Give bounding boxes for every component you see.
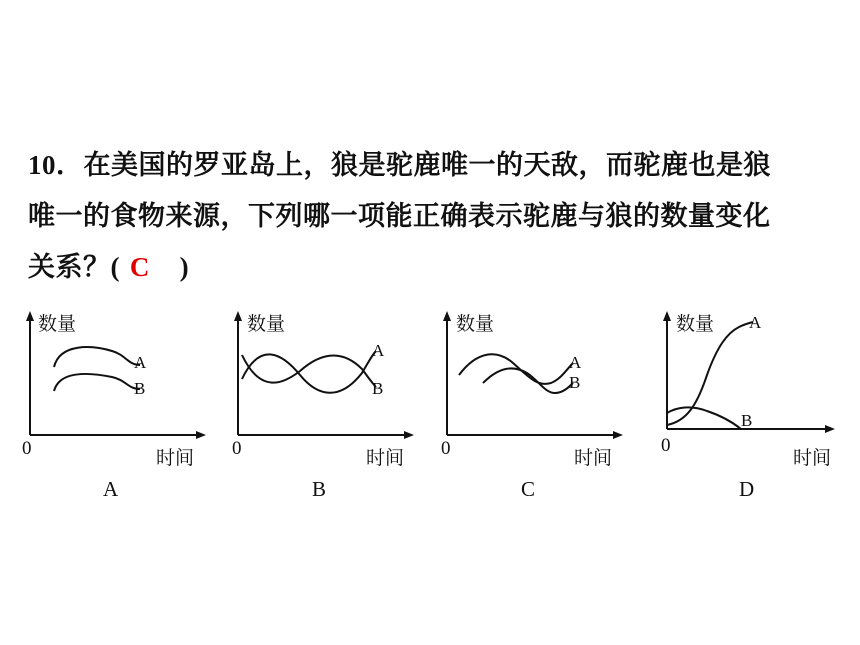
x-axis-label: 时间: [156, 447, 195, 469]
y-axis-label: 数量: [676, 313, 715, 335]
x-axis-arrow: [613, 431, 623, 439]
origin-label: 0: [661, 435, 671, 456]
question-line-3: [28, 242, 843, 293]
curve-b-label: B: [134, 379, 146, 398]
question-line-1: [28, 140, 843, 191]
origin-label: 0: [232, 438, 242, 459]
y-axis-arrow: [663, 311, 671, 321]
option-label: C: [521, 477, 536, 501]
question-line-3-text: 关系？: [28, 252, 111, 283]
close-paren: ): [179, 252, 190, 282]
x-axis-arrow: [825, 425, 835, 433]
y-axis-label: 数量: [456, 313, 495, 335]
curve-a-label: A: [749, 313, 762, 332]
x-axis-label: 时间: [366, 447, 405, 469]
curve-b: [667, 407, 741, 429]
x-axis-arrow: [196, 431, 206, 439]
y-axis-arrow: [234, 311, 242, 321]
curve-a: [242, 351, 376, 393]
question-line-2: 唯一的食物来源，下列哪一项能正确表示驼鹿与狼的数量变化: [28, 201, 771, 232]
curve-b-label: B: [741, 411, 753, 430]
y-axis-arrow: [26, 311, 34, 321]
x-axis-label: 时间: [793, 447, 832, 469]
y-axis-label: 数量: [247, 313, 286, 335]
option-label: B: [312, 477, 327, 501]
origin-label: 0: [22, 438, 32, 459]
curve-a-label: A: [134, 353, 147, 372]
question-line-1-text: ．在美国的罗亚岛上，狼是驼鹿唯一的天敌，而驼鹿也是狼: [56, 150, 771, 181]
y-axis-label: 数量: [38, 313, 77, 335]
origin-label: 0: [441, 438, 451, 459]
curve-b-label: B: [569, 373, 581, 392]
option-c-graph: [441, 305, 631, 505]
curve-a: [54, 347, 140, 367]
curve-b: [242, 355, 376, 387]
open-paren: (: [110, 252, 120, 282]
curve-b-label: B: [372, 379, 384, 398]
curve-b: [483, 368, 573, 393]
question-text: [28, 140, 843, 293]
option-b-graph: [232, 305, 422, 505]
answer-text: C: [129, 252, 150, 282]
x-axis-arrow: [404, 431, 414, 439]
option-label: A: [103, 477, 119, 501]
curve-a: [667, 322, 753, 425]
option-d-graph: [661, 305, 851, 505]
y-axis-arrow: [443, 311, 451, 321]
curve-a-label: A: [569, 353, 582, 372]
x-axis-label: 时间: [574, 447, 613, 469]
curve-b: [54, 374, 140, 391]
option-a-graph: [22, 305, 212, 505]
option-label: D: [739, 477, 755, 501]
question-number: 10: [28, 150, 56, 180]
curve-a-label: A: [372, 341, 385, 360]
